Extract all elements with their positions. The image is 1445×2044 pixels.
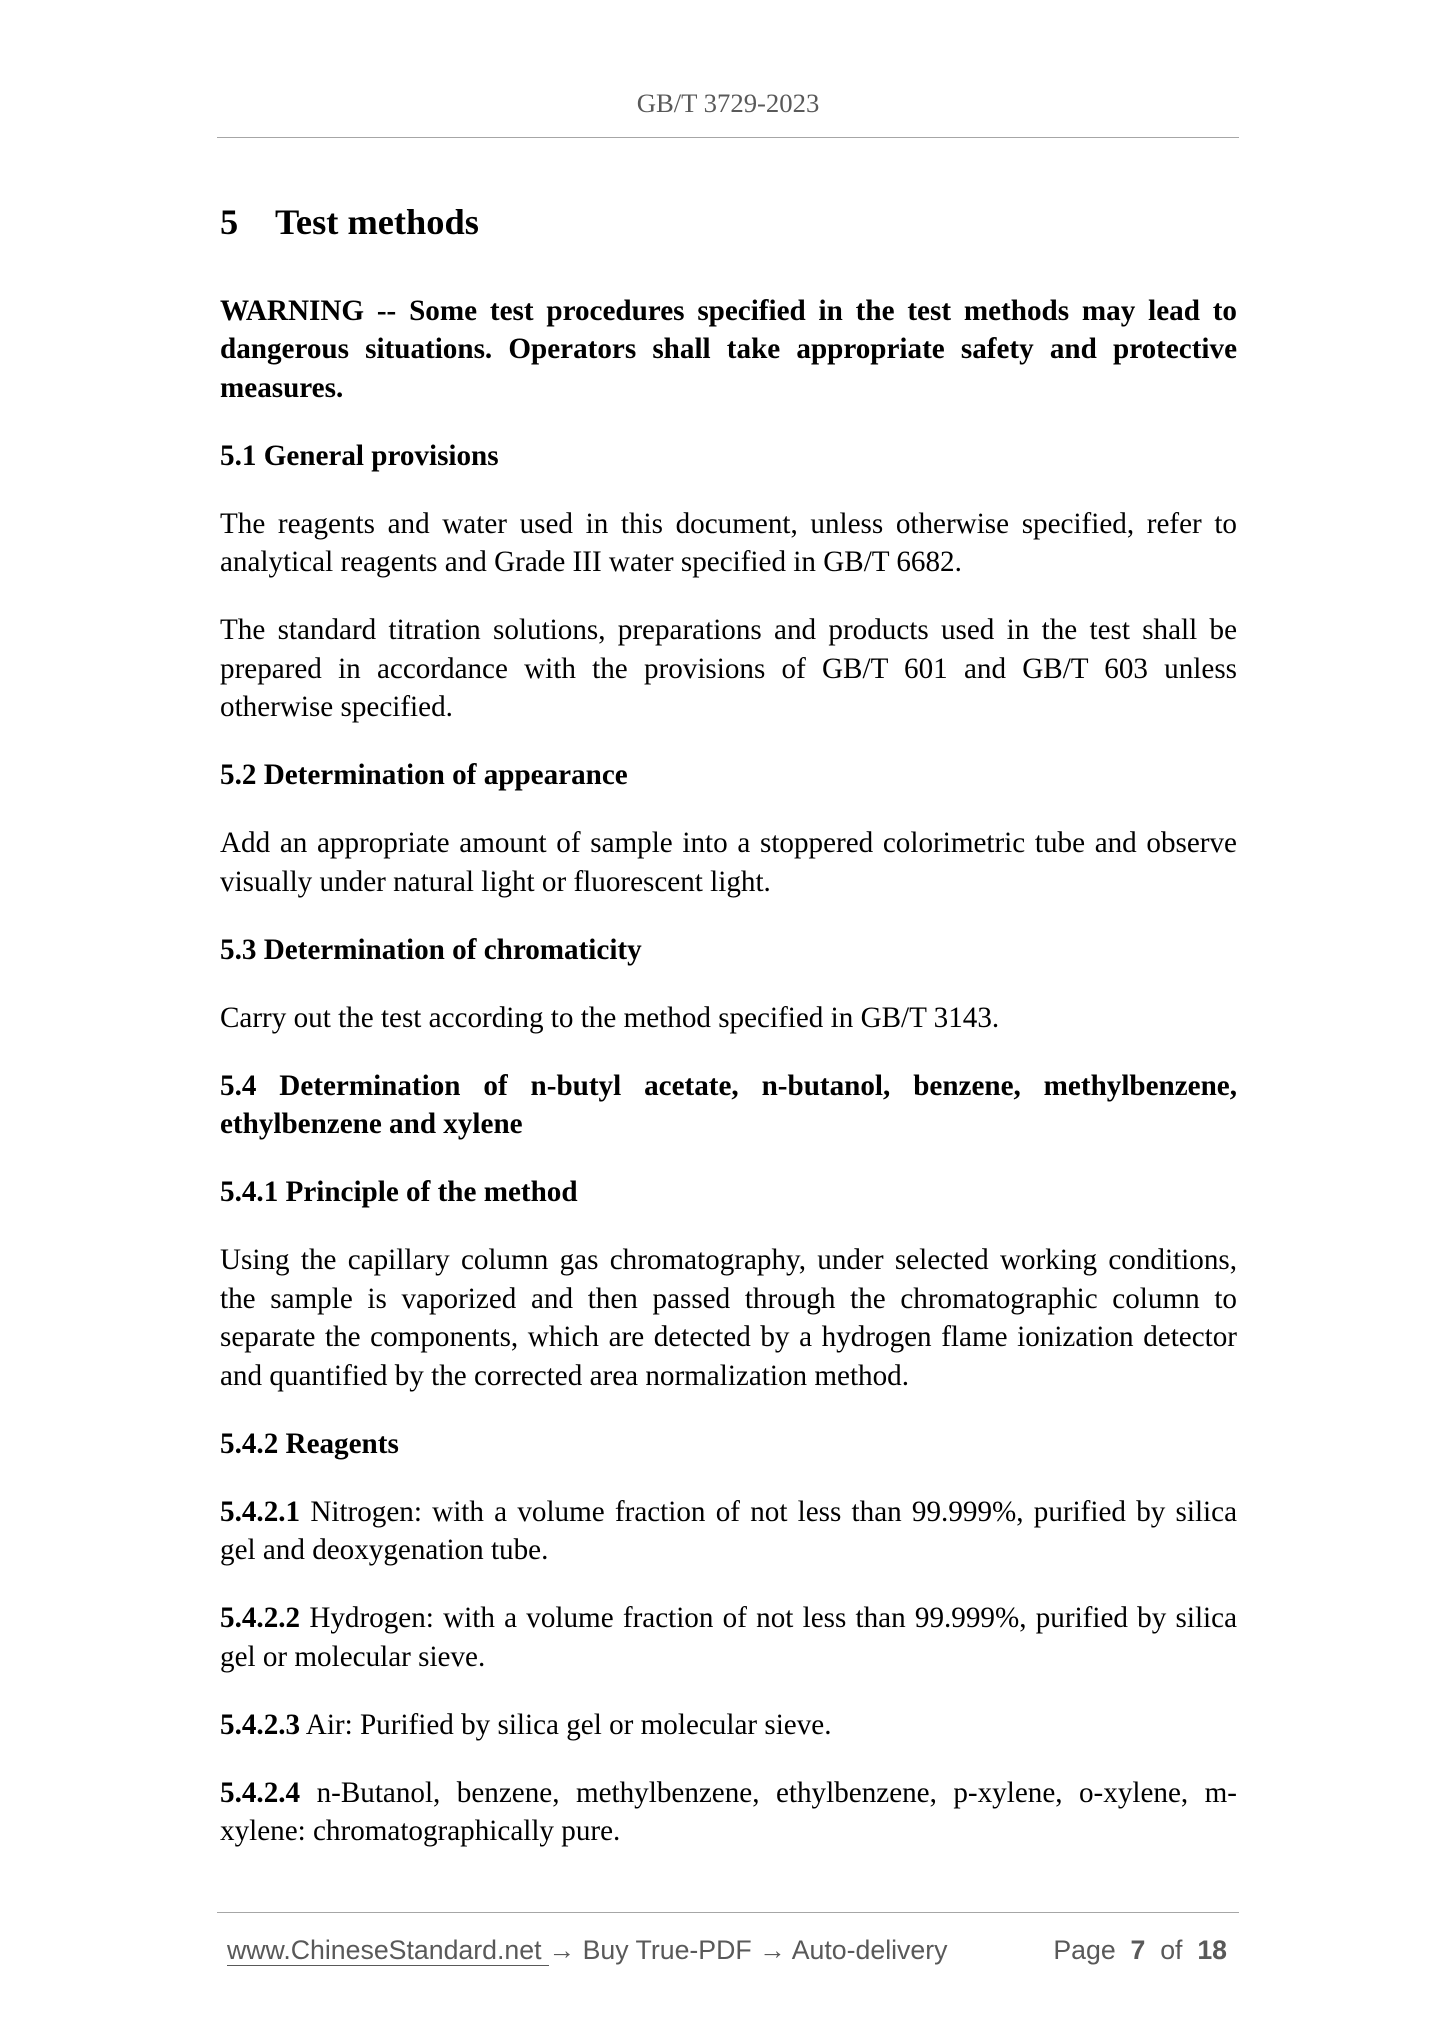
footer-divider <box>217 1912 1239 1913</box>
footer-tagline: → Buy True-PDF → Auto-delivery <box>548 1935 948 1965</box>
footer-website-link[interactable]: www.ChineseStandard.net <box>227 1935 549 1966</box>
clause-heading-5-2: 5.2 Determination of appearance <box>220 759 628 792</box>
clause-text: Hydrogen: with a volume fraction of not less than 99.999%, purified by silica gel or molecular sieve. <box>220 1602 1237 1673</box>
document-body <box>220 199 1237 1880</box>
page-label: Page <box>1053 1935 1116 1965</box>
section-number: 5 <box>220 202 239 242</box>
clause-number: 5.4.2.1 <box>220 1495 301 1528</box>
clause-text: n-Butanol, benzene, methylbenzene, ethylbenzene, p-xylene, o-xylene, m-xylene: chromatographically pure. <box>220 1776 1237 1848</box>
clause-heading-5-3: 5.3 Determination of chromaticity <box>220 933 642 966</box>
of-label: of <box>1160 1935 1183 1965</box>
reagent-item <box>220 1706 1237 1745</box>
page-counter <box>1053 1934 1227 1966</box>
paragraph: Using the capillary column gas chromatography, under selected working conditions, the sample is vaporized and then passed through the chromatographic column to separate the components, which are detected by a hydrogen flame ionization detector and quantified by the corrected area normalization method. <box>220 1244 1237 1392</box>
clause-heading-5-4: 5.4 Determination of n-butyl acetate, n-butanol, benzene, methylbenzene, ethylbenzene and xylene <box>220 1069 1237 1141</box>
reagent-item <box>220 1493 1237 1570</box>
section-heading <box>220 199 1237 245</box>
clause-heading-5-1: 5.1 General provisions <box>220 439 499 472</box>
warning-paragraph: WARNING -- Some test procedures specified in the test methods may lead to dangerous situations. Operators shall take appropriate safety and protective measures. <box>220 294 1237 404</box>
clause-text: Air: Purified by silica gel or molecular sieve. <box>305 1708 832 1741</box>
clause-number: 5.4.2.2 <box>220 1602 301 1635</box>
total-pages-number: 18 <box>1197 1935 1227 1965</box>
paragraph: The reagents and water used in this document, unless otherwise specified, refer to analytical reagents and Grade III water specified in GB/T 6682. <box>220 507 1237 579</box>
reagent-item <box>220 1774 1237 1851</box>
current-page-number: 7 <box>1130 1935 1146 1965</box>
footer-promo <box>227 1934 947 1966</box>
clause-heading-5-4-1: 5.4.1 Principle of the method <box>220 1176 578 1209</box>
header-divider <box>217 137 1239 138</box>
clause-number: 5.4.2.3 <box>220 1708 301 1741</box>
reagent-item <box>220 1599 1237 1676</box>
paragraph: Carry out the test according to the method specified in GB/T 3143. <box>220 1001 1000 1034</box>
clause-heading-5-4-2: 5.4.2 Reagents <box>220 1427 399 1460</box>
paragraph: Add an appropriate amount of sample into a stoppered colorimetric tube and observe visually under natural light or fluorescent light. <box>220 827 1237 898</box>
clause-number: 5.4.2.4 <box>220 1776 301 1809</box>
section-title: Test methods <box>275 202 479 242</box>
running-header-title: GB/T 3729-2023 <box>636 88 820 118</box>
clause-text: Nitrogen: with a volume fraction of not less than 99.999%, purified by silica gel and deoxygenation tube. <box>220 1495 1238 1567</box>
paragraph: The standard titration solutions, preparations and products used in the test shall be prepared in accordance with the provisions of GB/T 601 and GB/T 603 unless otherwise specified. <box>220 614 1237 724</box>
